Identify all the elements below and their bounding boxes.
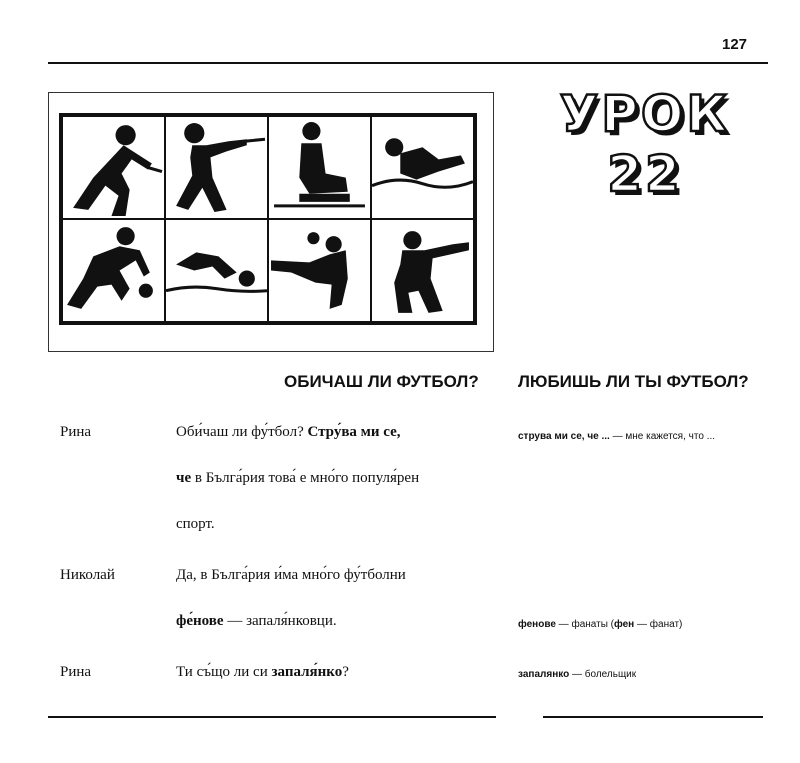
- goalkeeper-icon: [268, 219, 371, 322]
- rowing-icon: [268, 116, 371, 219]
- fencing-icon: [62, 116, 165, 219]
- glossary-entry: струва ми се, че ... — мне кажется, что ...: [518, 431, 716, 442]
- glossary-entry: фенове — фанаты (фен — фанат): [518, 619, 683, 630]
- bowling-icon: [62, 219, 165, 322]
- swimming-crawl-icon: [165, 219, 268, 322]
- dialogue-heading-bulgarian: ОБИЧАШ ЛИ ФУТБОЛ?: [284, 372, 479, 391]
- page-number: 127: [722, 36, 748, 53]
- speaker-label: Николай: [60, 567, 115, 583]
- sport-pictograms-figure: [48, 92, 494, 352]
- bottom-rule-left: [48, 716, 496, 718]
- shooting-icon: [165, 116, 268, 219]
- dialogue-line: Оби́чаш ли фу́тбол? Стру́ва ми се,: [176, 424, 401, 440]
- dialogue-line: фе́нове — запаля́нковци.: [176, 613, 337, 629]
- lesson-word: УРОК: [559, 85, 731, 143]
- dialogue-line: спорт.: [176, 516, 215, 532]
- lesson-number: 22: [607, 145, 683, 203]
- swimming-icon: [371, 116, 474, 219]
- dialogue-line: Да, в Бълга́рия и́ма мно́го фу́тболни: [176, 567, 406, 583]
- dialogue-line: че в Бълга́рия това́ е мно́го популя́рен: [176, 470, 420, 486]
- dialogue-heading-russian: ЛЮБИШЬ ЛИ ТЫ ФУТБОЛ?: [518, 372, 749, 391]
- glossary-entry: запалянко — болельщик: [518, 669, 637, 680]
- bottom-rule-right: [543, 716, 763, 718]
- kneeling-shooter-icon: [371, 219, 474, 322]
- dialogue-line: Ти съ́що ли си запаля́нко?: [176, 664, 349, 680]
- top-rule: [48, 62, 768, 64]
- speaker-label: Рина: [60, 664, 92, 680]
- speaker-label: Рина: [60, 424, 92, 440]
- pictogram-grid: [59, 113, 477, 325]
